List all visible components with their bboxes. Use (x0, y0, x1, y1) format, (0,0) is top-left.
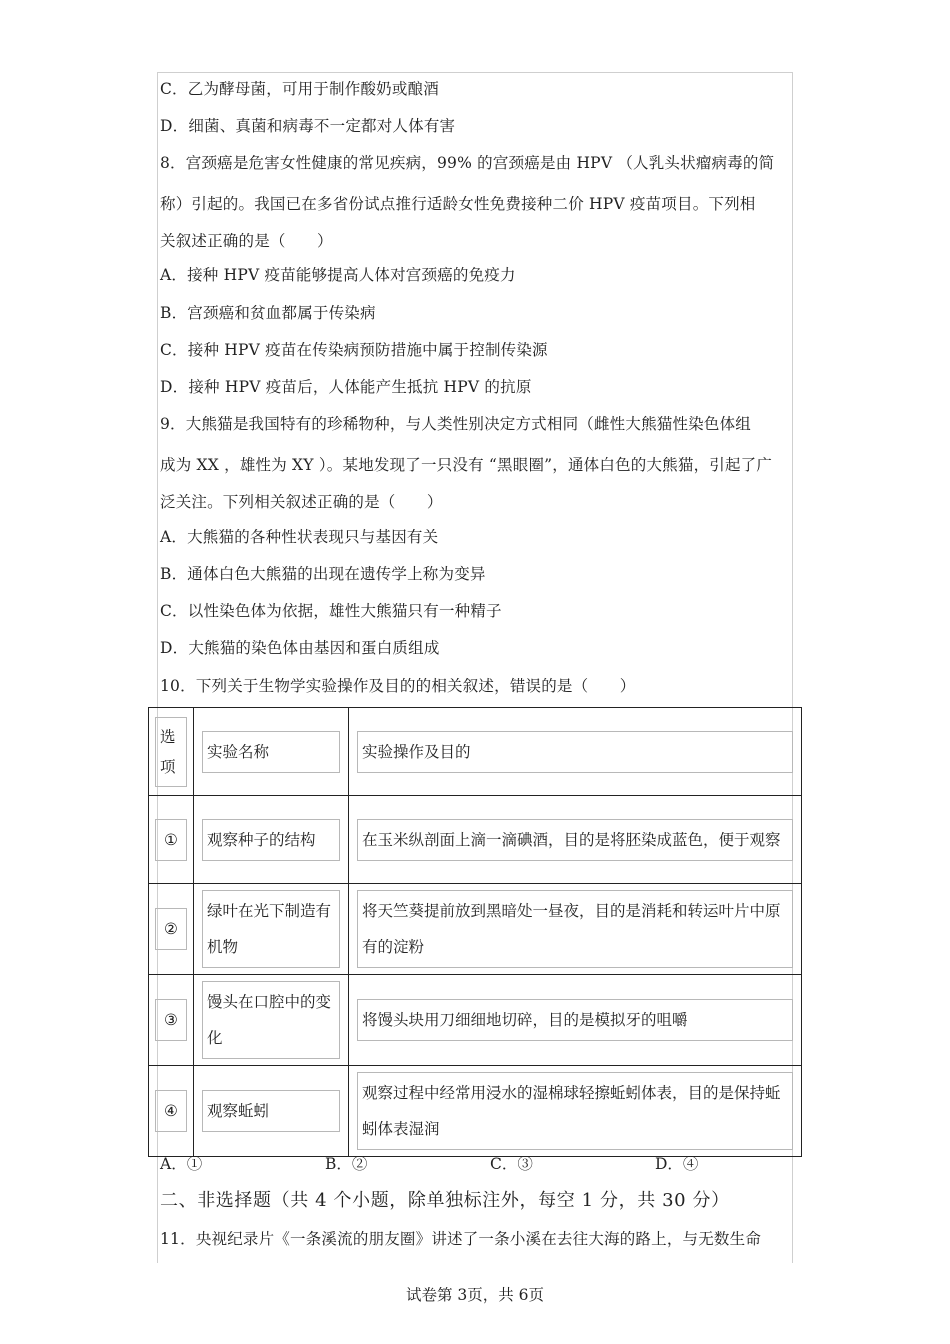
q9-option-a: A．大熊猫的各种性状表现只与基因有关 (160, 528, 439, 546)
q9-option-b: B．通体白色大熊猫的出现在遗传学上称为变异 (160, 565, 486, 583)
row-operation: 将天竺葵提前放到黑暗处一昼夜，目的是消耗和转运叶片中原有的淀粉 (357, 890, 793, 968)
row-experiment-name: 观察蚯蚓 (202, 1090, 340, 1132)
q8-option-d: D．接种 HPV 疫苗后，人体能产生抵抗 HPV 的抗原 (160, 378, 532, 396)
q9-option-c: C．以性染色体为依据，雄性大熊猫只有一种精子 (160, 602, 502, 620)
table-row (149, 884, 802, 975)
q8-option-c: C．接种 HPV 疫苗在传染病预防措施中属于控制传染源 (160, 341, 548, 359)
q9-stem-line2: 成为 XX ，雄性为 XY ）。某地发现了一只没有 “黑眼圈”，通体白色的大熊猫，引起了广 (160, 456, 773, 474)
row-experiment-name: 馒头在口腔中的变化 (202, 981, 340, 1059)
header-option-label: 选 项 (155, 717, 187, 787)
q10-option-c: C．③ (490, 1155, 533, 1173)
q8-option-a: A．接种 HPV 疫苗能够提高人体对宫颈癌的免疫力 (160, 266, 516, 284)
q8-stem-line3: 关叙述正确的是（ ） (160, 232, 333, 250)
page-footer: 试卷第 3页，共 6页 (405, 1286, 545, 1304)
q9-stem-line1: 9．大熊猫是我国特有的珍稀物种，与人类性别决定方式相同（雌性大熊猫性染色体组 (160, 415, 751, 433)
row-option: ① (155, 819, 187, 861)
row-option: ② (155, 908, 187, 950)
q9-option-d: D．大熊猫的染色体由基因和蛋白质组成 (160, 639, 440, 657)
header-op-label: 实验操作及目的 (357, 731, 793, 773)
row-operation: 观察过程中经常用浸水的湿棉球轻擦蚯蚓体表，目的是保持蚯蚓体表湿润 (357, 1072, 793, 1150)
row-operation: 在玉米纵剖面上滴一滴碘酒，目的是将胚染成蓝色，便于观察 (357, 819, 793, 861)
q10-stem: 10．下列关于生物学实验操作及目的的相关叙述，错误的是（ ） (160, 677, 636, 695)
header-name-cell (194, 708, 349, 796)
row-operation: 将馒头块用刀细细地切碎，目的是模拟牙的咀嚼 (357, 999, 793, 1041)
q8-option-b: B．宫颈癌和贫血都属于传染病 (160, 304, 376, 322)
q8-stem-line2: 称）引起的。我国已在多省份试点推行适龄女性免费接种二价 HPV 疫苗项目。下列相 (160, 195, 756, 213)
q7-option-c: C．乙为酵母菌，可用于制作酸奶或酿酒 (160, 80, 439, 98)
q9-stem-line3: 泛关注。下列相关叙述正确的是（ ） (160, 493, 443, 511)
row-option: ④ (155, 1090, 187, 1132)
q10-option-a: A．① (160, 1155, 203, 1173)
experiment-table (148, 707, 802, 1157)
q10-option-b: B．② (325, 1155, 368, 1173)
q11-stem: 11．央视纪录片《一条溪流的朋友圈》讲述了一条小溪在去往大海的路上，与无数生命 (160, 1230, 762, 1248)
q7-option-d: D．细菌、真菌和病毒不一定都对人体有害 (160, 117, 456, 135)
row-option: ③ (155, 999, 187, 1041)
header-op-cell (349, 708, 802, 796)
table-row (149, 796, 802, 884)
section-heading: 二、非选择题（共 4 个小题，除单独标注外，每空 1 分，共 30 分） (160, 1190, 730, 1211)
q8-stem-line1: 8．宫颈癌是危害女性健康的常见疾病，99% 的宫颈癌是由 HPV （人乳头状瘤病毒的简 (160, 154, 775, 172)
table-row (149, 975, 802, 1066)
table-row (149, 1066, 802, 1157)
row-experiment-name: 绿叶在光下制造有机物 (202, 890, 340, 968)
header-name-label: 实验名称 (202, 731, 340, 773)
row-experiment-name: 观察种子的结构 (202, 819, 340, 861)
header-option-cell (149, 708, 194, 796)
table-header-row (149, 708, 802, 796)
q10-option-d: D．④ (655, 1155, 699, 1173)
